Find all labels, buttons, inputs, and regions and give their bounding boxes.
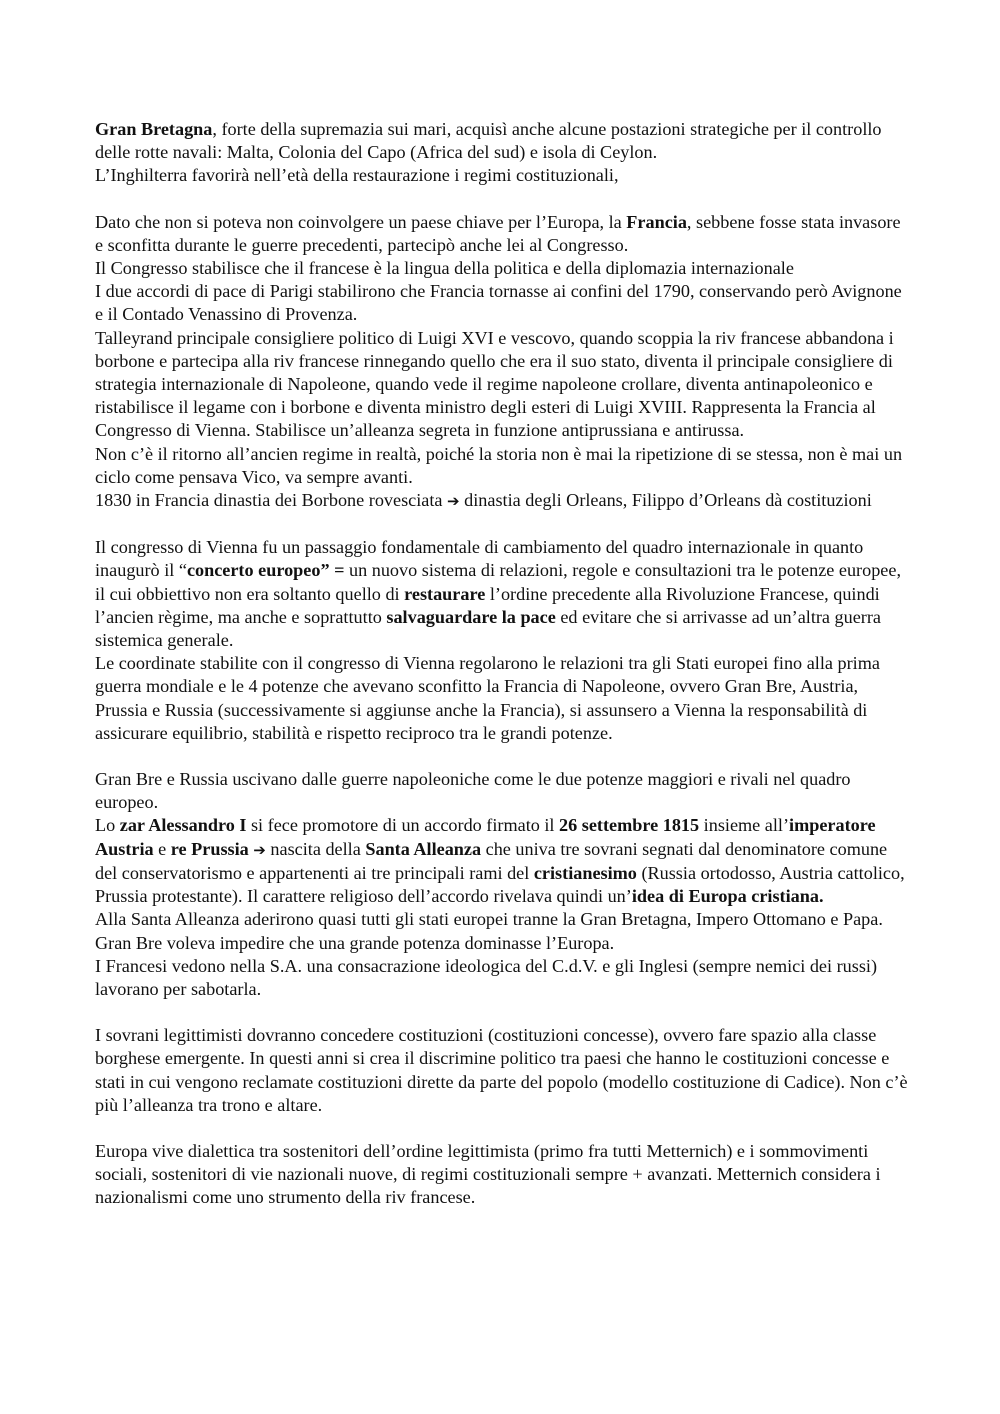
bold-text: zar Alessandro I (119, 815, 247, 836)
text-paragraph (95, 955, 910, 1001)
text-paragraph (95, 164, 910, 187)
paragraph-gap (95, 188, 910, 211)
text-run: un nuovo sistema di relazioni, regole e consultazioni tra le potenze europee, il cui obbiettivo non era soltanto quello di (95, 560, 901, 604)
bold-text: 26 settembre 1815 (559, 815, 700, 836)
text-paragraph (95, 1024, 910, 1117)
text-paragraph (95, 118, 910, 164)
text-run: si fece promotore di un accordo firmato il (246, 815, 560, 836)
bold-text: cristianesimo (533, 862, 637, 883)
bold-text: Francia (626, 211, 687, 232)
text-run: ed evitare che si arrivasse ad un’altra guerra sistemica generale. (95, 606, 881, 651)
arrow-right-icon: ➔ (447, 492, 460, 511)
text-paragraph (95, 652, 910, 745)
text-run: , sebbene fosse stata invasore e sconfitta durante le guerre precedenti, partecipò anche lei al Congresso. (95, 211, 901, 255)
text-run: Il Congresso stabilisce che il francese è la lingua della politica e della diplomazia internazionale (95, 258, 794, 279)
text-run: Non c’è il ritorno all’ancien regime in realtà, poiché la storia non è mai la ripetizione di se stessa, non è mai un ciclo come pensava Vico, va sempre avanti. (95, 443, 903, 487)
text-run: Europa vive dialettica tra sostenitori dell’ordine legittimista (primo fra tutti Metternich) e i sommovimenti sociali, sostenitori di vie nazionali nuove, di regimi costituzionali sempre + avanzati. Metternich considera i nazionalismi come uno strumento della riv francese. (95, 1140, 881, 1208)
text-run: e (153, 838, 171, 859)
paragraph-gap (95, 1117, 910, 1140)
paragraph-gap (95, 1001, 910, 1024)
text-run: Lo (95, 815, 120, 836)
text-run: 1830 in Francia dinastia dei Borbone rovesciata (95, 490, 448, 511)
text-run: I Francesi vedono nella S.A. una consacrazione ideologica del C.d.V. e gli Inglesi (sempre nemici dei russi) lavorano per sabotarla. (95, 955, 878, 999)
text-paragraph (95, 211, 910, 257)
bold-text: salvaguardare la pace (386, 606, 556, 627)
text-paragraph (95, 280, 910, 326)
text-paragraph (95, 536, 910, 652)
text-run: Dato che non si poteva non coinvolgere un paese chiave per l’Europa, la (95, 211, 627, 232)
bold-text: re Prussia (170, 838, 249, 859)
text-paragraph (95, 1140, 910, 1210)
paragraph-gap (95, 513, 910, 536)
text-run: nascita della (265, 838, 366, 859)
text-paragraph (95, 814, 910, 908)
text-run: , forte della supremazia sui mari, acquisì anche alcune postazioni strategiche per il controllo delle rotte navali: Malta, Colonia del Capo (Africa del sud) e isola di Ceylon. (95, 119, 882, 163)
bold-text: restaurare (404, 583, 486, 604)
text-run: insieme all’ (699, 815, 790, 836)
text-run: (Russia ortodosso, Austria cattolico, Prussia protestante). Il carattere religioso dell’accordo rivelava quindi un’ (95, 862, 905, 907)
text-paragraph (95, 327, 910, 443)
text-run: I sovrani legittimisti dovranno concedere costituzioni (costituzioni concesse), ovvero fare spazio alla classe borghese emergente. In questi anni si crea il discrimine politico tra paesi che hanno le costituzioni concesse e stati in cui vengono reclamate costituzioni dirette da parte del popolo (modello costituzione di Cadice). Non c’è più l’alleanza tra trono e altare. (95, 1025, 908, 1115)
text-run: che univa tre sovrani segnati dal denominatore comune del conservatorismo e appartenenti ai tre principali rami del (95, 838, 888, 883)
text-paragraph (95, 443, 910, 489)
text-run: l’ordine precedente alla Rivoluzione Francese, quindi l’ancien règime, ma anche e soprattutto (95, 583, 880, 627)
arrow-right-icon: ➔ (253, 840, 266, 859)
text-paragraph (95, 908, 910, 954)
bold-text: idea di Europa cristiana. (631, 886, 824, 907)
text-run: Talleyrand principale consigliere politico di Luigi XVI e vescovo, quando scoppia la riv francese abbandona i borbone e partecipa alla riv francese rinnegando quello che era il suo stato, diventa il principale consigliere di strategia internazionale di Napoleone, quando vede il regime napoleone crollare, diventa antinapoleonico e ristabilisce il legame con i borbone e diventa ministro degli esteri di Luigi XVIII. Rappresenta la Francia al Congresso di Vienna. Stabilisce un’alleanza segreta in funzione antiprussiana e antirussa. (95, 327, 894, 441)
text-run: Le coordinate stabilite con il congresso di Vienna regolarono le relazioni tra gli Stati europei fino alla prima guerra mondiale e le 4 potenze che avevano sconfitto la Francia di Napoleone, ovvero Gran Bre, Austria, Prussia e Russia (successivamente si aggiunse anche la Francia), si assunsero a Vienna la responsabilità di assicurare equilibrio, stabilità e rispetto reciproco tra le grandi potenze. (95, 653, 880, 743)
text-paragraph (95, 257, 910, 280)
text-run: Alla Santa Alleanza aderirono quasi tutti gli stati europei tranne la Gran Bretagna, Impero Ottomano e Papa. Gran Bre voleva impedire che una grande potenza dominasse l’Europa. (95, 909, 883, 953)
bold-text: Gran Bretagna (95, 119, 213, 139)
text-paragraph (95, 768, 910, 814)
document-body (95, 118, 910, 1210)
text-run: dinastia degli Orleans, Filippo d’Orleans dà costituzioni (459, 490, 872, 511)
bold-text: imperatore Austria (95, 815, 876, 859)
text-run: L’Inghilterra favorirà nell’età della restaurazione i regimi costituzionali, (95, 165, 619, 186)
text-run: I due accordi di pace di Parigi stabilirono che Francia tornasse ai confini del 1790, conservando però Avignone e il Contado Venassino di Provenza. (95, 281, 902, 325)
text-paragraph (95, 489, 910, 513)
text-run: Gran Bre e Russia uscivano dalle guerre napoleoniche come le due potenze maggiori e rivali nel quadro europeo. (95, 769, 851, 813)
bold-text: Santa Alleanza (365, 838, 482, 859)
paragraph-gap (95, 745, 910, 768)
bold-text: concerto europeo” = (186, 560, 345, 581)
text-run: Il congresso di Vienna fu un passaggio fondamentale di cambiamento del quadro internazionale in quanto inaugurò il “ (95, 537, 864, 581)
